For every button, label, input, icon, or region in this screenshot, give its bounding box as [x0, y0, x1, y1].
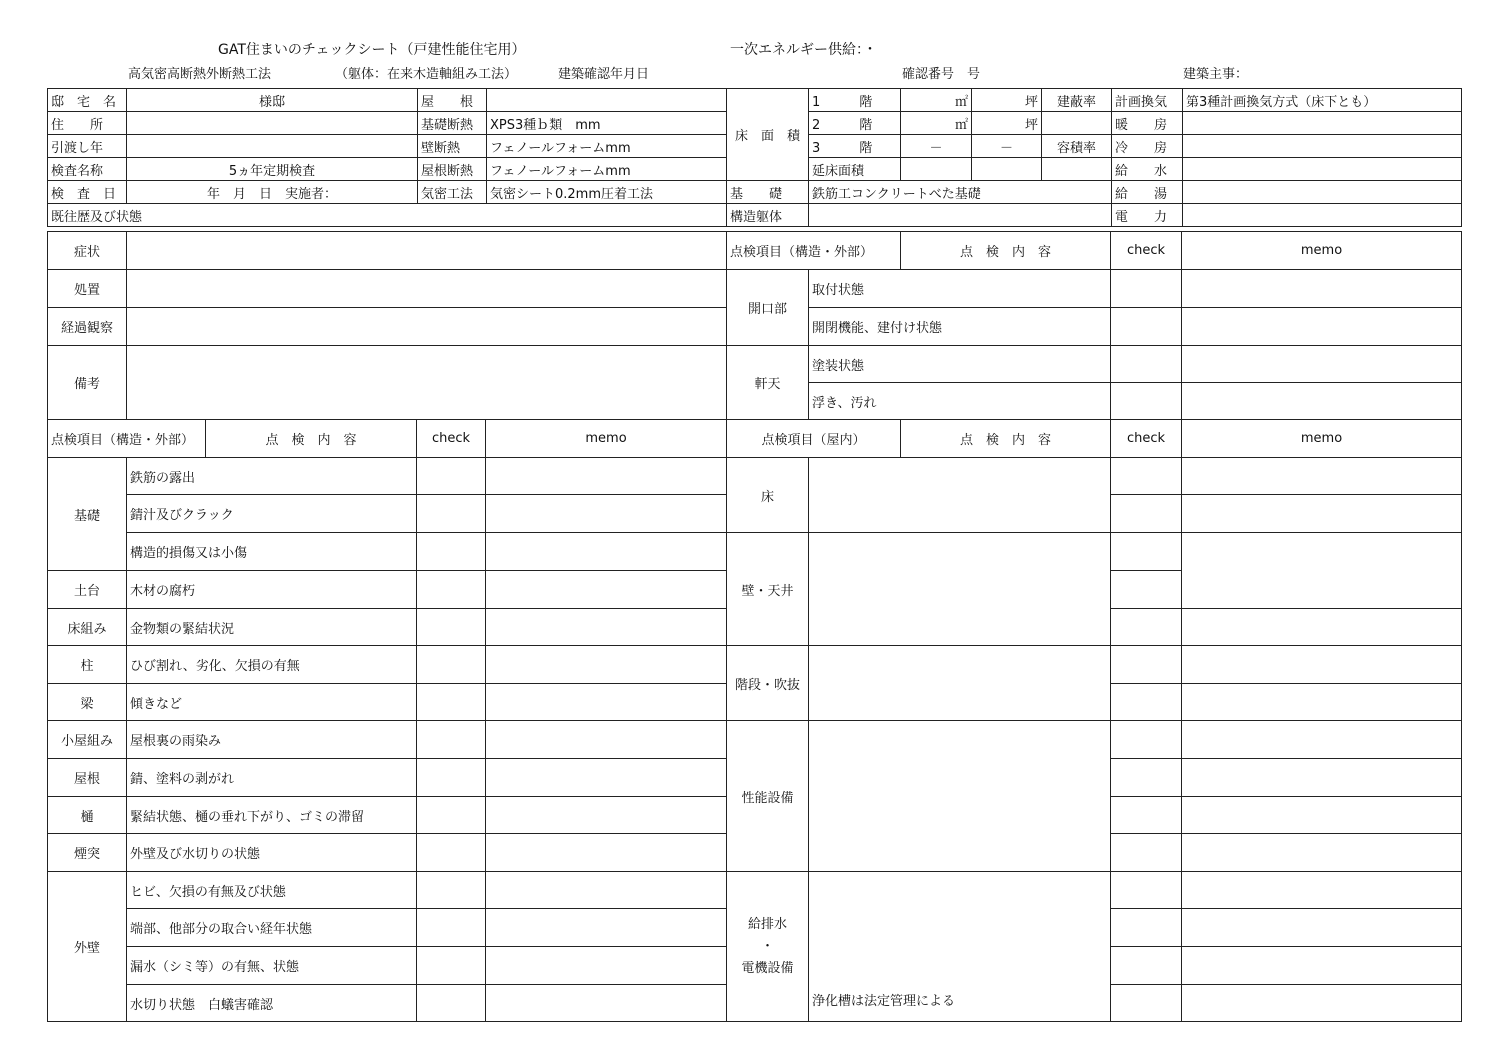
memo-field[interactable] — [486, 458, 727, 495]
separator-dot: ・ — [760, 938, 774, 954]
col-item-interior: 点検項目（屋内） — [727, 420, 901, 458]
col-check: check — [1111, 420, 1182, 458]
memo-field[interactable] — [486, 797, 727, 834]
memo-field[interactable] — [1182, 646, 1462, 684]
inspection-name-label: 検査名称 — [48, 158, 127, 181]
check-box[interactable] — [417, 909, 486, 947]
check-box[interactable] — [417, 495, 486, 533]
foundation-item-2: 錆汁及びクラック — [127, 495, 417, 533]
memo-field[interactable] — [1182, 308, 1462, 346]
check-box[interactable] — [417, 684, 486, 721]
floor1-tsubo[interactable]: 坪 — [972, 89, 1042, 112]
cooling-value[interactable] — [1183, 135, 1462, 158]
check-box[interactable] — [417, 872, 486, 909]
memo-field[interactable] — [486, 571, 727, 609]
foundation-item-1: 鉄筋の露出 — [127, 458, 417, 495]
check-box[interactable] — [417, 721, 486, 759]
ventilation-label: 計画換気 — [1112, 89, 1183, 112]
roof-value[interactable] — [487, 89, 727, 112]
total-floor-area-label: 延床面積 — [809, 158, 901, 181]
coverage-ratio-value[interactable] — [1042, 112, 1112, 135]
memo-field[interactable] — [1182, 947, 1462, 985]
check-box[interactable] — [1111, 834, 1182, 872]
floor-frame-item: 金物類の緊結状況 — [127, 609, 417, 646]
foundation-value[interactable]: 鉄筋工コンクリートべた基礎 — [809, 181, 1112, 204]
memo-field[interactable] — [486, 609, 727, 646]
roof-item-label: 屋根 — [48, 759, 127, 797]
memo-field[interactable] — [486, 947, 727, 985]
ventilation-value[interactable]: 第3種計画換気方式（床下とも） — [1183, 89, 1462, 112]
address-label: 住 所 — [48, 112, 127, 135]
outer-wall-item-3: 漏水（シミ等）の有無、状態 — [127, 947, 417, 985]
handover-year-value[interactable] — [127, 135, 418, 158]
roof-item: 錆、塗料の剥がれ — [127, 759, 417, 797]
col-memo: memo — [486, 420, 727, 458]
equipment-label: 性能設備 — [727, 721, 809, 872]
exterior-check-table-top — [726, 231, 1462, 420]
check-box[interactable] — [1111, 533, 1182, 571]
airtight-method-label: 気密工法 — [418, 181, 487, 204]
history-table — [47, 231, 727, 420]
inspection-name-value[interactable]: 5ヵ年定期検査 — [127, 158, 418, 181]
eaves-item-1: 塗装状態 — [809, 346, 1111, 383]
memo-field[interactable] — [1182, 458, 1462, 495]
col-item-exterior: 点検項目（構造・外部） — [727, 232, 901, 270]
method-label: 高気密高断熱外断熱工法 — [128, 67, 272, 82]
memo-field[interactable] — [1182, 684, 1462, 721]
gutter-label: 樋 — [48, 797, 127, 834]
roof-insulation-label: 屋根断熱 — [418, 158, 487, 181]
plumbing-electric-label — [727, 872, 809, 1022]
confirm-date-label: 建築確認年月日 — [558, 67, 650, 82]
chimney-label: 煙突 — [48, 834, 127, 872]
memo-field[interactable] — [486, 684, 727, 721]
check-box[interactable] — [1111, 609, 1182, 646]
check-box[interactable] — [417, 571, 486, 609]
cooling-label: 冷 房 — [1112, 135, 1183, 158]
beam-item: 傾きなど — [127, 684, 417, 721]
eaves-label: 軒天 — [727, 346, 809, 420]
sheet-title: GAT住まいのチェックシート（戸建性能住宅用） — [218, 42, 526, 58]
floor2-label: 2 階 — [809, 112, 901, 135]
remarks-value[interactable] — [127, 346, 727, 420]
check-box[interactable] — [1111, 571, 1182, 609]
check-box[interactable] — [417, 759, 486, 797]
check-box[interactable] — [1111, 495, 1182, 533]
foundation-insulation-label: 基礎断熱 — [418, 112, 487, 135]
power-value[interactable] — [1183, 204, 1462, 227]
memo-field[interactable] — [1182, 834, 1462, 872]
hot-water-label: 給 湯 — [1112, 181, 1183, 204]
total-floor-area-tsubo[interactable] — [972, 158, 1042, 181]
col-content: 点 検 内 容 — [901, 420, 1111, 458]
floor3-label: 3 階 — [809, 135, 901, 158]
outer-wall-item-1: ヒビ、欠損の有無及び状態 — [127, 872, 417, 909]
house-info-table — [47, 88, 1462, 227]
foundation-item-label: 基礎 — [48, 458, 127, 571]
floor1-sqm[interactable]: ㎡ — [901, 89, 972, 112]
symptom-label: 症状 — [48, 232, 127, 270]
confirm-number-label: 確認番号 号 — [902, 67, 981, 82]
check-box[interactable] — [1111, 458, 1182, 495]
sill-item: 木材の腐朽 — [127, 571, 417, 609]
outer-wall-item-2: 端部、他部分の取合い経年状態 — [127, 909, 417, 947]
handover-year-label: 引渡し年 — [48, 135, 127, 158]
interior-check-table — [726, 419, 1462, 1022]
memo-field[interactable] — [1182, 495, 1462, 533]
inspection-date-value[interactable]: 年 月 日 実施者： — [127, 181, 418, 204]
check-box[interactable] — [1111, 909, 1182, 947]
water-supply-label: 給 水 — [1112, 158, 1183, 181]
electric-label: 電機設備 — [741, 960, 794, 976]
check-box[interactable] — [1111, 383, 1182, 420]
water-supply-value[interactable] — [1183, 158, 1462, 181]
check-box[interactable] — [417, 646, 486, 684]
memo-field[interactable] — [1182, 909, 1462, 947]
floor-area-label: 床 面 積 — [727, 89, 809, 181]
heating-label: 暖 房 — [1112, 112, 1183, 135]
exterior-check-table — [47, 419, 727, 1022]
floor2-sqm[interactable]: ㎡ — [901, 112, 972, 135]
structure-frame-label: 構造躯体 — [727, 204, 809, 227]
roof-insulation-value[interactable]: フェノールフォームmm — [487, 158, 727, 181]
check-box[interactable] — [417, 947, 486, 985]
symptom-value[interactable] — [127, 232, 727, 270]
floor2-tsubo[interactable]: 坪 — [972, 112, 1042, 135]
memo-field[interactable] — [1182, 383, 1462, 420]
opening-item-1: 取付状態 — [809, 270, 1111, 308]
memo-field[interactable] — [1182, 533, 1462, 609]
stairs-label: 階段・吹抜 — [727, 646, 809, 721]
gutter-item: 緊結状態、樋の垂れ下がり、ゴミの滞留 — [127, 797, 417, 834]
interior-floor-content[interactable] — [809, 458, 1111, 533]
memo-field[interactable] — [1182, 797, 1462, 834]
check-box[interactable] — [1111, 797, 1182, 834]
house-name-label: 邸 宅 名 — [48, 89, 127, 112]
floor3-tsubo[interactable]: － — [972, 135, 1042, 158]
col-item-exterior: 点検項目（構造・外部） — [48, 420, 206, 458]
floor3-sqm[interactable]: － — [901, 135, 972, 158]
check-box[interactable] — [1111, 270, 1182, 308]
wall-ceiling-label: 壁・天井 — [727, 533, 809, 646]
roof-frame-item: 屋根裏の雨染み — [127, 721, 417, 759]
col-content: 点 検 内 容 — [901, 232, 1111, 270]
memo-field[interactable] — [486, 759, 727, 797]
floor-frame-label: 床組み — [48, 609, 127, 646]
check-box[interactable] — [417, 533, 486, 571]
memo-field[interactable] — [1182, 609, 1462, 646]
floor-area-ratio-label: 容積率 — [1042, 135, 1112, 158]
foundation-item-3: 構造的損傷又は小傷 — [127, 533, 417, 571]
progress-label: 経過観察 — [48, 308, 127, 346]
col-check: check — [417, 420, 486, 458]
sill-label: 土台 — [48, 571, 127, 609]
memo-field[interactable] — [1182, 721, 1462, 759]
house-name-value[interactable]: 様邸 — [127, 89, 418, 112]
heating-value[interactable] — [1183, 112, 1462, 135]
check-box[interactable] — [417, 458, 486, 495]
inspection-date-label: 検 査 日 — [48, 181, 127, 204]
history-label: 既往歴及び状態 — [48, 204, 727, 227]
opening-item-2: 開閉機能、建付け状態 — [809, 308, 1111, 346]
floor1-label: 1 階 — [809, 89, 901, 112]
memo-field[interactable] — [486, 721, 727, 759]
progress-value[interactable] — [127, 308, 727, 346]
treatment-value[interactable] — [127, 270, 727, 308]
wall-ceiling-content[interactable] — [809, 533, 1111, 646]
airtight-method-value[interactable]: 気密シート0.2mm圧着工法 — [487, 181, 727, 204]
check-box[interactable] — [417, 834, 486, 872]
memo-field[interactable] — [486, 985, 727, 1022]
septic-note: 浄化槽は法定管理による — [809, 872, 1111, 1022]
memo-field[interactable] — [486, 646, 727, 684]
opening-label: 開口部 — [727, 270, 809, 346]
floor-area-ratio-value[interactable] — [1042, 158, 1112, 181]
remarks-label: 備考 — [48, 346, 127, 420]
beam-label: 梁 — [48, 684, 127, 721]
building-official-label: 建築主事： — [1183, 67, 1249, 82]
eaves-item-2: 浮き、汚れ — [809, 383, 1111, 420]
wall-insulation-label: 壁断熱 — [418, 135, 487, 158]
check-box[interactable] — [1111, 646, 1182, 684]
check-box[interactable] — [1111, 346, 1182, 383]
check-box[interactable] — [1111, 308, 1182, 346]
total-floor-area-sqm[interactable] — [901, 158, 972, 181]
col-memo: memo — [1182, 232, 1462, 270]
address-value[interactable] — [127, 112, 418, 135]
coverage-ratio-label: 建蔽率 — [1042, 89, 1112, 112]
memo-field[interactable] — [1182, 346, 1462, 383]
interior-floor-label: 床 — [727, 458, 809, 533]
check-box[interactable] — [1111, 759, 1182, 797]
check-box[interactable] — [1111, 721, 1182, 759]
foundation-insulation-value[interactable]: XPS3種ｂ類 mm — [487, 112, 727, 135]
power-label: 電 力 — [1112, 204, 1183, 227]
wall-insulation-value[interactable]: フェノールフォームmm — [487, 135, 727, 158]
check-box[interactable] — [1111, 947, 1182, 985]
structure-label: （躯体：在来木造軸組み工法） — [335, 67, 518, 82]
structure-frame-value[interactable] — [809, 204, 1112, 227]
check-box[interactable] — [417, 609, 486, 646]
memo-field[interactable] — [1182, 759, 1462, 797]
col-memo: memo — [1182, 420, 1462, 458]
check-box[interactable] — [417, 985, 486, 1022]
col-check: check — [1111, 232, 1182, 270]
memo-field[interactable] — [1182, 270, 1462, 308]
energy-label: 一次エネルギー供給：・ — [730, 42, 877, 58]
hot-water-value[interactable] — [1183, 181, 1462, 204]
plumbing-label: 給排水 — [747, 916, 787, 932]
memo-field[interactable] — [486, 495, 727, 533]
memo-field[interactable] — [486, 872, 727, 909]
memo-field[interactable] — [486, 909, 727, 947]
foundation-label: 基 礎 — [727, 181, 809, 204]
check-box[interactable] — [1111, 872, 1182, 909]
check-box[interactable] — [1111, 985, 1182, 1022]
memo-field[interactable] — [486, 533, 727, 571]
memo-field[interactable] — [1182, 985, 1462, 1022]
roof-frame-label: 小屋組み — [48, 721, 127, 759]
equipment-content[interactable] — [809, 721, 1111, 872]
memo-field[interactable] — [486, 834, 727, 872]
col-content: 点 検 内 容 — [206, 420, 417, 458]
column-label: 柱 — [48, 646, 127, 684]
roof-label: 屋 根 — [418, 89, 487, 112]
stairs-content[interactable] — [809, 646, 1111, 721]
memo-field[interactable] — [1182, 872, 1462, 909]
column-item: ひび割れ、劣化、欠損の有無 — [127, 646, 417, 684]
outer-wall-item-4: 水切り状態 白蟻害確認 — [127, 985, 417, 1022]
check-box[interactable] — [417, 797, 486, 834]
check-box[interactable] — [1111, 684, 1182, 721]
chimney-item: 外壁及び水切りの状態 — [127, 834, 417, 872]
outer-wall-label: 外壁 — [48, 872, 127, 1022]
treatment-label: 処置 — [48, 270, 127, 308]
